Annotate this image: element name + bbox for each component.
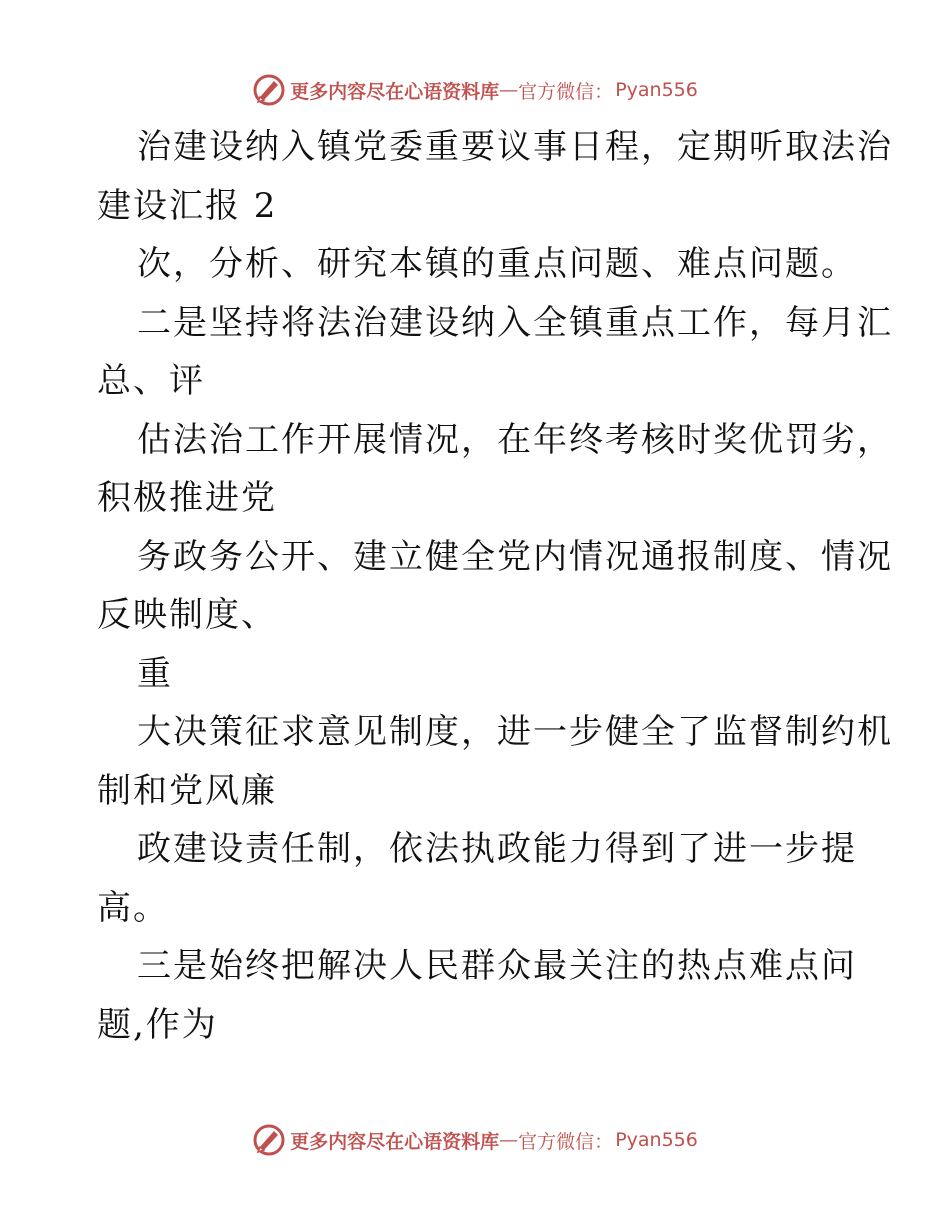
header-banner	[0, 70, 950, 110]
text-line: 建设汇报 2	[97, 185, 278, 226]
text-line: 估法治工作开展情况，在年终考核时奖优罚劣，	[137, 419, 893, 460]
footer-wechat-id: Pyan556	[615, 1129, 698, 1151]
text-line: 大决策征求意见制度，进一步健全了监督制约机	[137, 712, 893, 752]
text-line: 总、评	[97, 361, 205, 401]
text-line: 高。	[97, 887, 169, 928]
text-line: 三是始终把解决人民群众最关注的热点难点问	[137, 946, 857, 986]
footer-banner-text: 更多内容尽在心语资料库	[290, 1130, 500, 1153]
text-line: 制和党风廉	[97, 770, 277, 811]
header-banner-text: 更多内容尽在心语资料库	[290, 80, 500, 103]
header-wechat-label: 官方微信：	[518, 80, 614, 103]
header-banner-separator: —	[499, 79, 519, 101]
text-line: 次，分析、研究本镇的重点问题、难点问题。	[137, 244, 857, 284]
footer-banner-separator: —	[499, 1129, 519, 1151]
text-line: 治建设纳入镇党委重要议事日程，定期听取法治	[137, 127, 893, 167]
text-line: 政建设责任制，依法执政能力得到了进一步提	[137, 829, 857, 869]
text-line: 题,作为	[97, 1004, 218, 1045]
footer-wechat-label: 官方微信：	[518, 1130, 614, 1153]
text-line: 反映制度、	[97, 595, 277, 635]
text-line: 重	[137, 653, 173, 694]
pen-logo-icon	[252, 73, 286, 107]
pen-logo-icon	[252, 1123, 286, 1157]
text-line: 务政务公开、建立健全党内情况通报制度、情况	[137, 536, 893, 577]
header-wechat-id: Pyan556	[615, 79, 698, 101]
document-body	[97, 118, 893, 1054]
text-line: 积极推进党	[97, 478, 277, 518]
footer-banner	[0, 1120, 950, 1160]
text-line: 二是坚持将法治建设纳入全镇重点工作，每月汇	[137, 302, 893, 343]
